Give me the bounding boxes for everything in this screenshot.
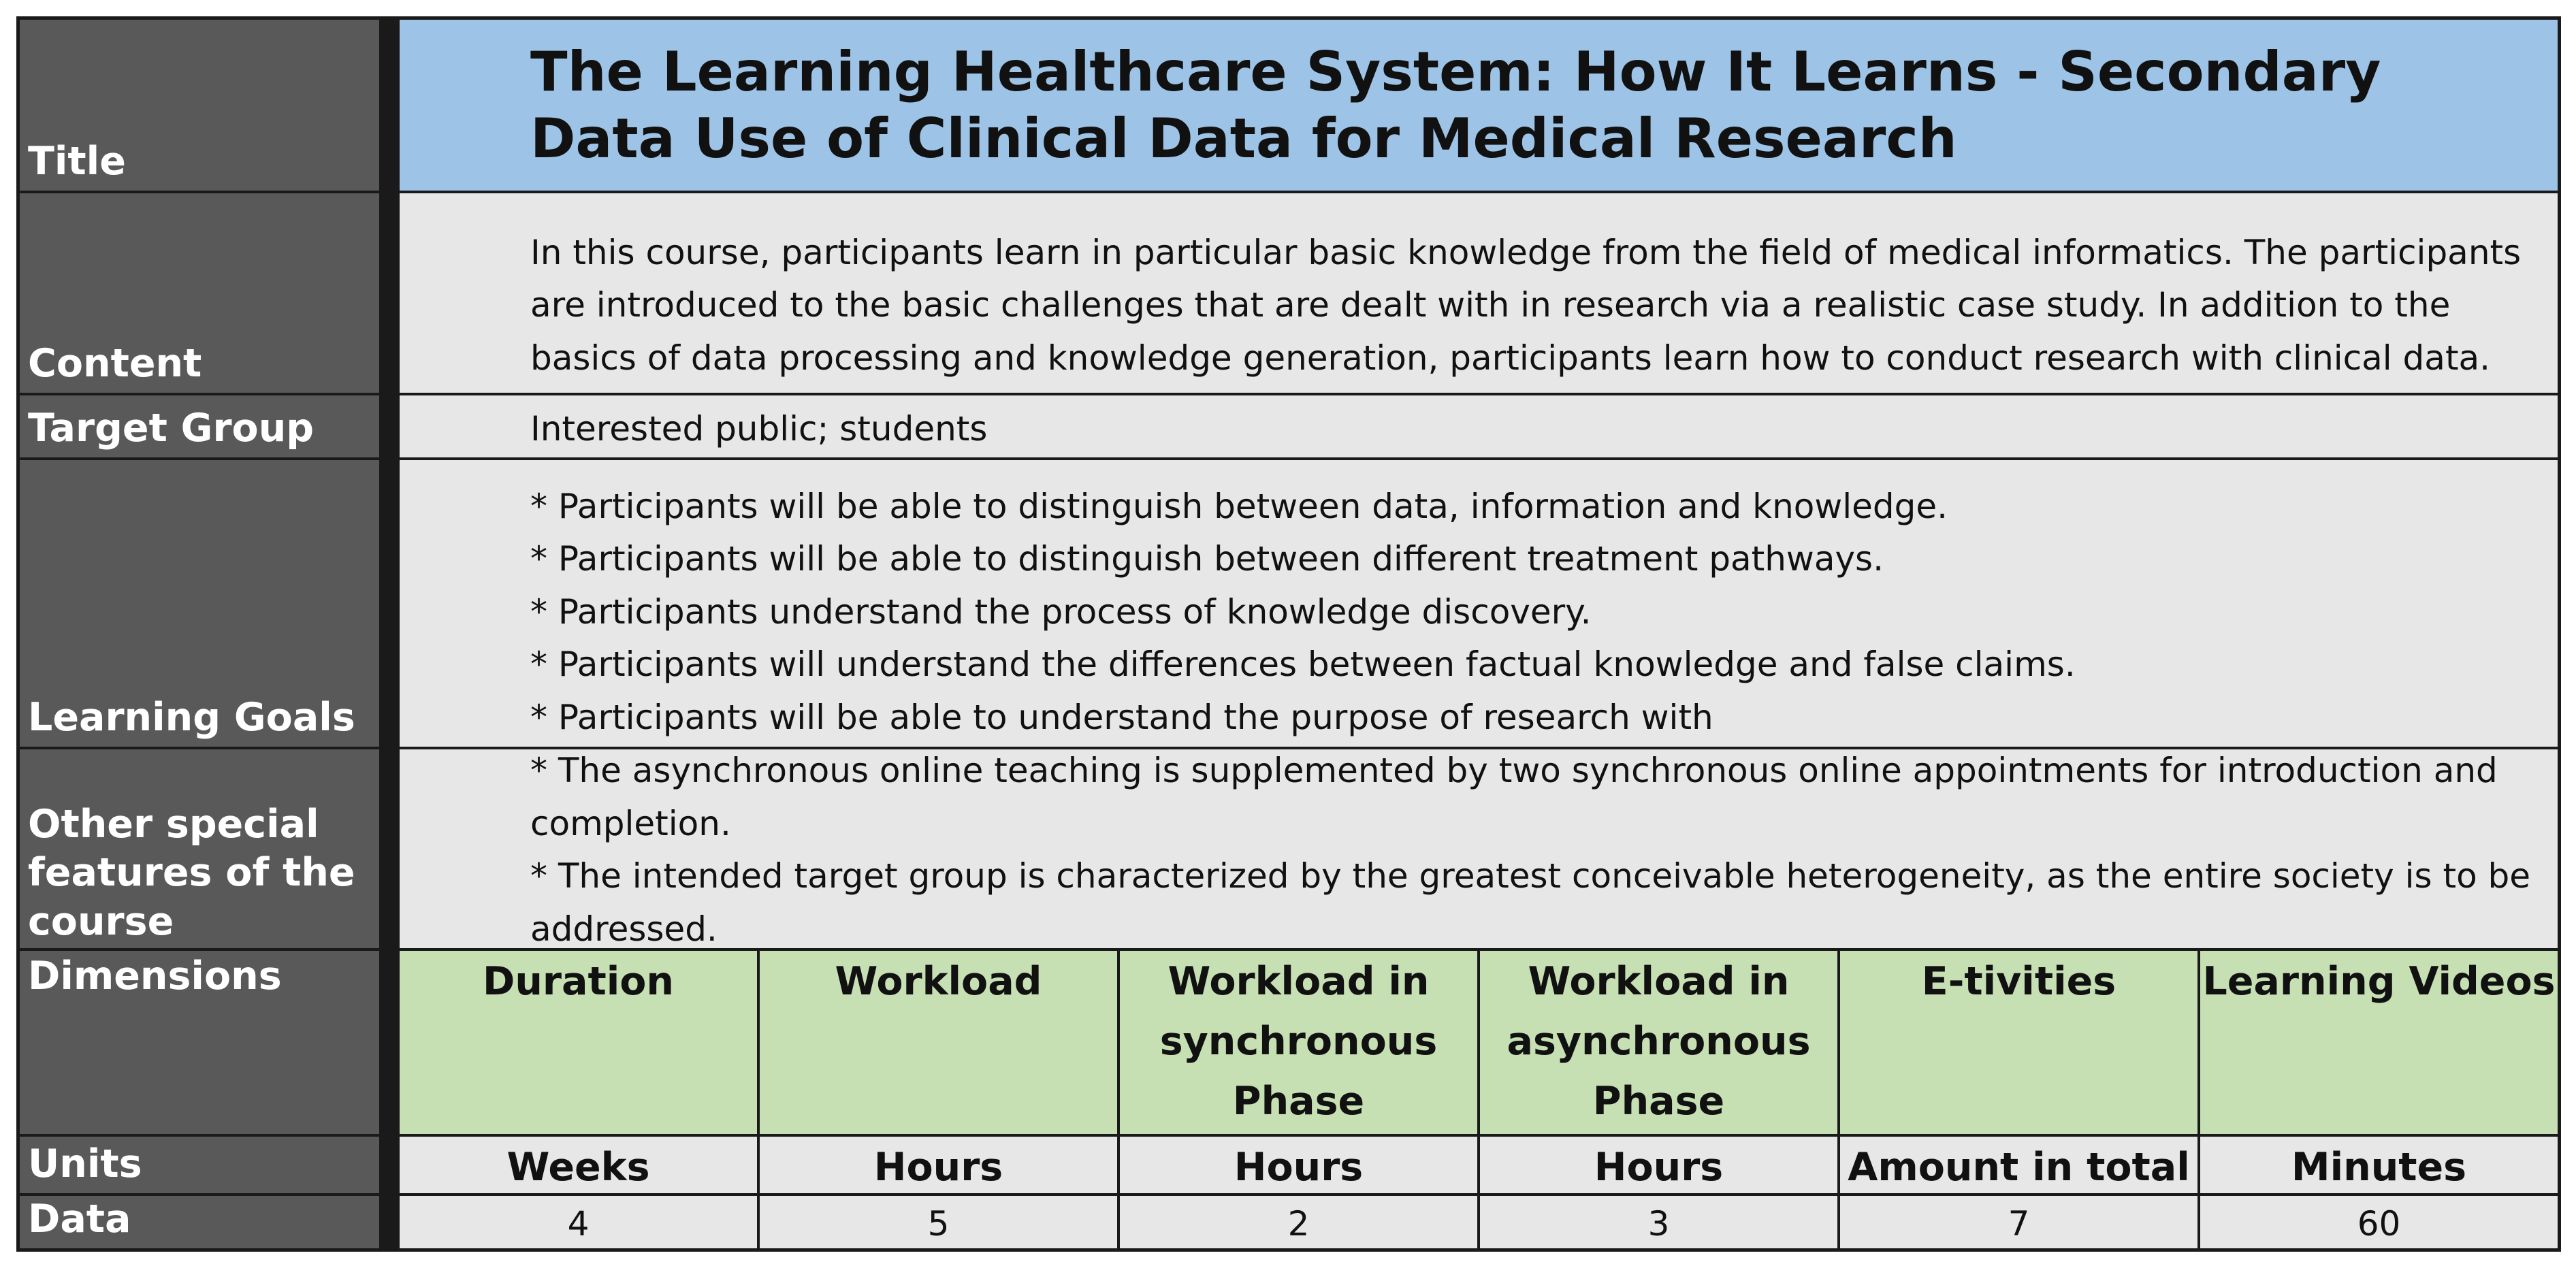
learning-goal-item: * Participants will understand the differences between factual knowledge and false claims.	[530, 645, 2076, 684]
course-title-text: The Learning Healthcare System: How It Learns - Secondary Data Use of Clinical Data for Medical Research	[530, 39, 2381, 170]
content-label: Content	[20, 193, 379, 393]
dimensions-label: Dimensions	[20, 951, 379, 1134]
unit-cell: Hours	[1477, 1137, 1837, 1193]
course-summary-table	[16, 16, 2561, 1252]
special-features-row	[20, 749, 2558, 948]
dimension-cell: Workload in asynchronous Phase	[1477, 951, 1837, 1134]
learning-goals-label: Learning Goals	[20, 460, 379, 747]
title-label: Title	[20, 20, 379, 191]
dimension-cell: Duration	[400, 951, 757, 1134]
learning-goals-row	[20, 460, 2558, 747]
learning-goal-item: * Participants will be able to distinguish between data, information and knowledge.	[530, 486, 1948, 526]
data-cell: 7	[1837, 1196, 2197, 1248]
column-separator	[379, 951, 400, 1134]
units-label: Units	[20, 1137, 379, 1193]
dimension-cell: E-tivities	[1837, 951, 2197, 1134]
special-feature-item: * The asynchronous online teaching is supplemented by two synchronous online appointments for introduction and completion.	[530, 751, 2498, 843]
data-cell: 3	[1477, 1196, 1837, 1248]
target-group-row	[20, 395, 2558, 457]
content-value	[400, 193, 2558, 393]
dimension-cell: Learning Videos	[2197, 951, 2558, 1134]
data-cell: 2	[1117, 1196, 1477, 1248]
title-row	[20, 20, 2558, 191]
target-group-text: Interested public; students	[530, 408, 988, 449]
special-feature-item: * The intended target group is characterized by the greatest conceivable heterogeneity, as the entire society is to be addressed.	[530, 856, 2531, 949]
content-text: In this course, participants learn in particular basic knowledge from the field of medical informatics. The participants are introduced to the basic challenges that are dealt with in research via a realistic case study. In addition to the basics of data processing and knowledge generation, participants learn how to conduct research with clinical data.	[530, 232, 2522, 378]
data-row	[20, 1196, 2558, 1248]
dimensions-grid	[400, 951, 2558, 1134]
target-group-label: Target Group	[20, 395, 379, 457]
learning-goal-item: * Participants understand the process of knowledge discovery.	[530, 591, 1592, 632]
special-features-list	[400, 749, 2558, 948]
learning-goals-list	[400, 460, 2558, 747]
data-grid	[400, 1196, 2558, 1248]
units-grid	[400, 1137, 2558, 1193]
column-separator	[379, 1137, 400, 1193]
column-separator	[379, 460, 400, 747]
data-cell: 60	[2197, 1196, 2558, 1248]
dimensions-row	[20, 951, 2558, 1134]
data-cell: 5	[757, 1196, 1117, 1248]
column-separator	[379, 749, 400, 948]
column-separator	[379, 193, 400, 393]
content-row	[20, 193, 2558, 393]
target-group-value	[400, 395, 2558, 457]
dimension-cell: Workload	[757, 951, 1117, 1134]
course-title	[400, 20, 2558, 191]
unit-cell: Minutes	[2197, 1137, 2558, 1193]
column-separator	[379, 1196, 400, 1248]
column-separator	[379, 20, 400, 191]
unit-cell: Amount in total	[1837, 1137, 2197, 1193]
learning-goal-item: * Participants will be able to distinguish between different treatment pathways.	[530, 539, 1884, 579]
units-row	[20, 1137, 2558, 1193]
column-separator	[379, 395, 400, 457]
learning-goal-item: * Participants will be able to understand the purpose of research with	[530, 697, 1713, 737]
unit-cell: Hours	[1117, 1137, 1477, 1193]
special-features-label: Other special features of the course	[20, 749, 379, 948]
data-label: Data	[20, 1196, 379, 1248]
dimension-cell: Workload in synchronous Phase	[1117, 951, 1477, 1134]
unit-cell: Hours	[757, 1137, 1117, 1193]
data-cell: 4	[400, 1196, 757, 1248]
unit-cell: Weeks	[400, 1137, 757, 1193]
